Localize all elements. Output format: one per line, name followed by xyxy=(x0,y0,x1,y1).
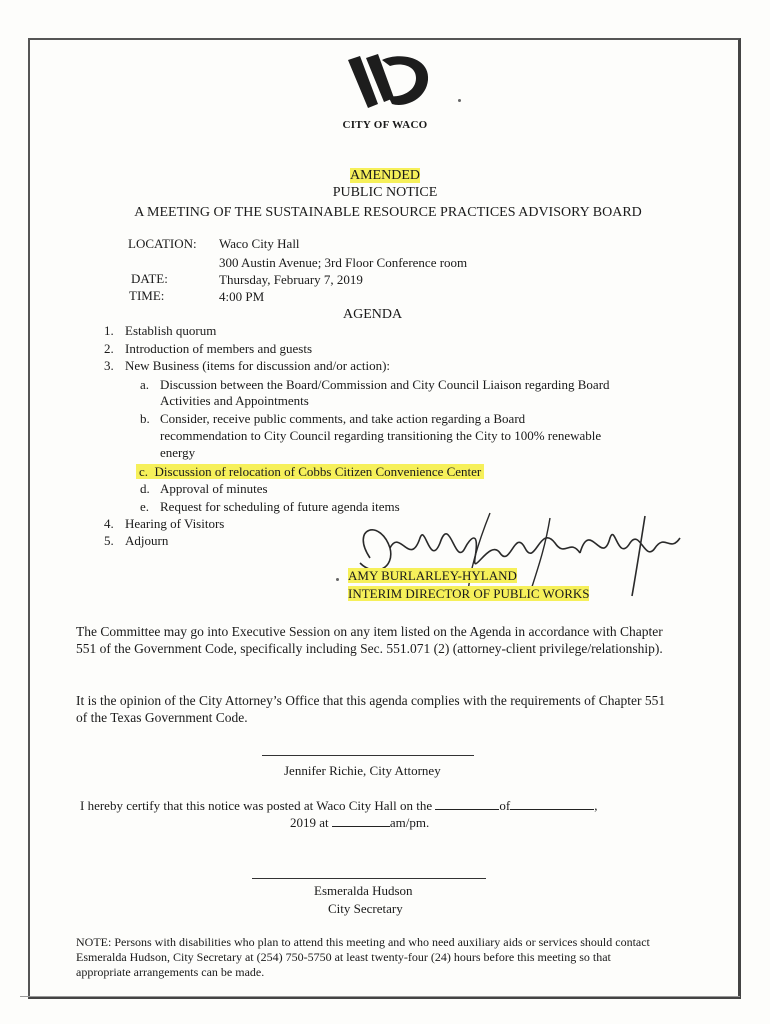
agenda-item-num: 5. xyxy=(104,533,114,548)
agenda-item-num: 2. xyxy=(104,341,114,356)
subitem-letter: b. xyxy=(140,411,150,426)
secretary-name: Esmeralda Hudson xyxy=(314,883,413,898)
agenda-item: Introduction of members and guests xyxy=(125,341,313,356)
subitem-line: recommendation to City Council regarding transitioning the City to 100% renewable xyxy=(160,428,602,443)
public-notice-title: PUBLIC NOTICE xyxy=(332,185,438,200)
subitem-line: Request for scheduling of future agenda items xyxy=(160,499,400,514)
attorney-signature-line xyxy=(262,755,474,756)
date-label: DATE: xyxy=(131,271,168,286)
agenda-item: Hearing of Visitors xyxy=(125,516,225,531)
scan-speck xyxy=(458,99,461,102)
secretary-signature-line xyxy=(252,878,486,879)
scan-bottom-edge xyxy=(20,996,740,997)
subitem-line: energy xyxy=(160,445,196,460)
date-value: Thursday, February 7, 2019 xyxy=(219,272,363,287)
city-of-waco-logo xyxy=(338,52,438,114)
agenda-item: New Business (items for discussion and/or action): xyxy=(125,358,391,373)
subitem-line: Activities and Appointments xyxy=(160,393,309,408)
subitem-letter: a. xyxy=(140,377,150,392)
time-value: 4:00 PM xyxy=(219,289,265,304)
agenda-item-num: 4. xyxy=(104,516,114,531)
opinion-paragraph: It is the opinion of the City Attorney’s Office that this agenda complies with the requirements of Chapter 551 of the Texas Government Code. xyxy=(76,693,666,725)
secretary-title: City Secretary xyxy=(328,901,403,916)
subitem-line: Consider, receive public comments, and take action regarding a Board xyxy=(160,411,526,426)
certify-time-line: 2019 at am/pm. xyxy=(290,815,430,830)
attorney-name: Jennifer Richie, City Attorney xyxy=(284,763,441,778)
signatory-name: AMY BURLARLEY-HYLAND xyxy=(348,568,517,583)
accessibility-note: NOTE: Persons with disabilities who plan to attend this meeting and who need auxiliary aids or services should contact Esmeralda Hudson, City Secretary at (254) 750-5750 at least twenty-four (24) hours before this meeting so that appropriate arrangements can be made. xyxy=(76,935,650,979)
handwritten-signature xyxy=(340,508,690,598)
subitem-line: Approval of minutes xyxy=(160,481,268,496)
time-label: TIME: xyxy=(129,288,165,303)
subitem-line: Discussion between the Board/Commission and City Council Liaison regarding Board xyxy=(160,377,610,392)
city-name: CITY OF WACO xyxy=(342,119,428,131)
agenda-item-num: 3. xyxy=(104,358,114,373)
signatory-title: INTERIM DIRECTOR OF PUBLIC WORKS xyxy=(348,586,590,601)
scan-speck xyxy=(336,578,339,581)
subitem-highlighted: c. Discussion of relocation of Cobbs Citizen Convenience Center xyxy=(136,464,484,480)
location-line2: 300 Austin Avenue; 3rd Floor Conference room xyxy=(219,255,468,270)
subitem-letter: e. xyxy=(140,499,150,514)
executive-session-paragraph: The Committee may go into Executive Session on any item listed on the Agenda in accordance with Chapter 551 of the Government Code, specifically including Sec. 551.071 (2) (attorney-client privilege/relationship). xyxy=(76,624,663,656)
meeting-title: A MEETING OF THE SUSTAINABLE RESOURCE PRACTICES ADVISORY BOARD xyxy=(134,205,642,220)
amended-title: AMENDED xyxy=(350,168,420,183)
location-line1: Waco City Hall xyxy=(219,236,300,251)
certify-line: I hereby certify that this notice was posted at Waco City Hall on the of , xyxy=(80,798,598,813)
agenda-item: Adjourn xyxy=(125,533,169,548)
agenda-item-num: 1. xyxy=(104,323,114,338)
agenda-item: Establish quorum xyxy=(125,323,217,338)
subitem-letter: d. xyxy=(140,481,150,496)
location-label: LOCATION: xyxy=(128,236,197,251)
agenda-heading: AGENDA xyxy=(343,307,403,322)
